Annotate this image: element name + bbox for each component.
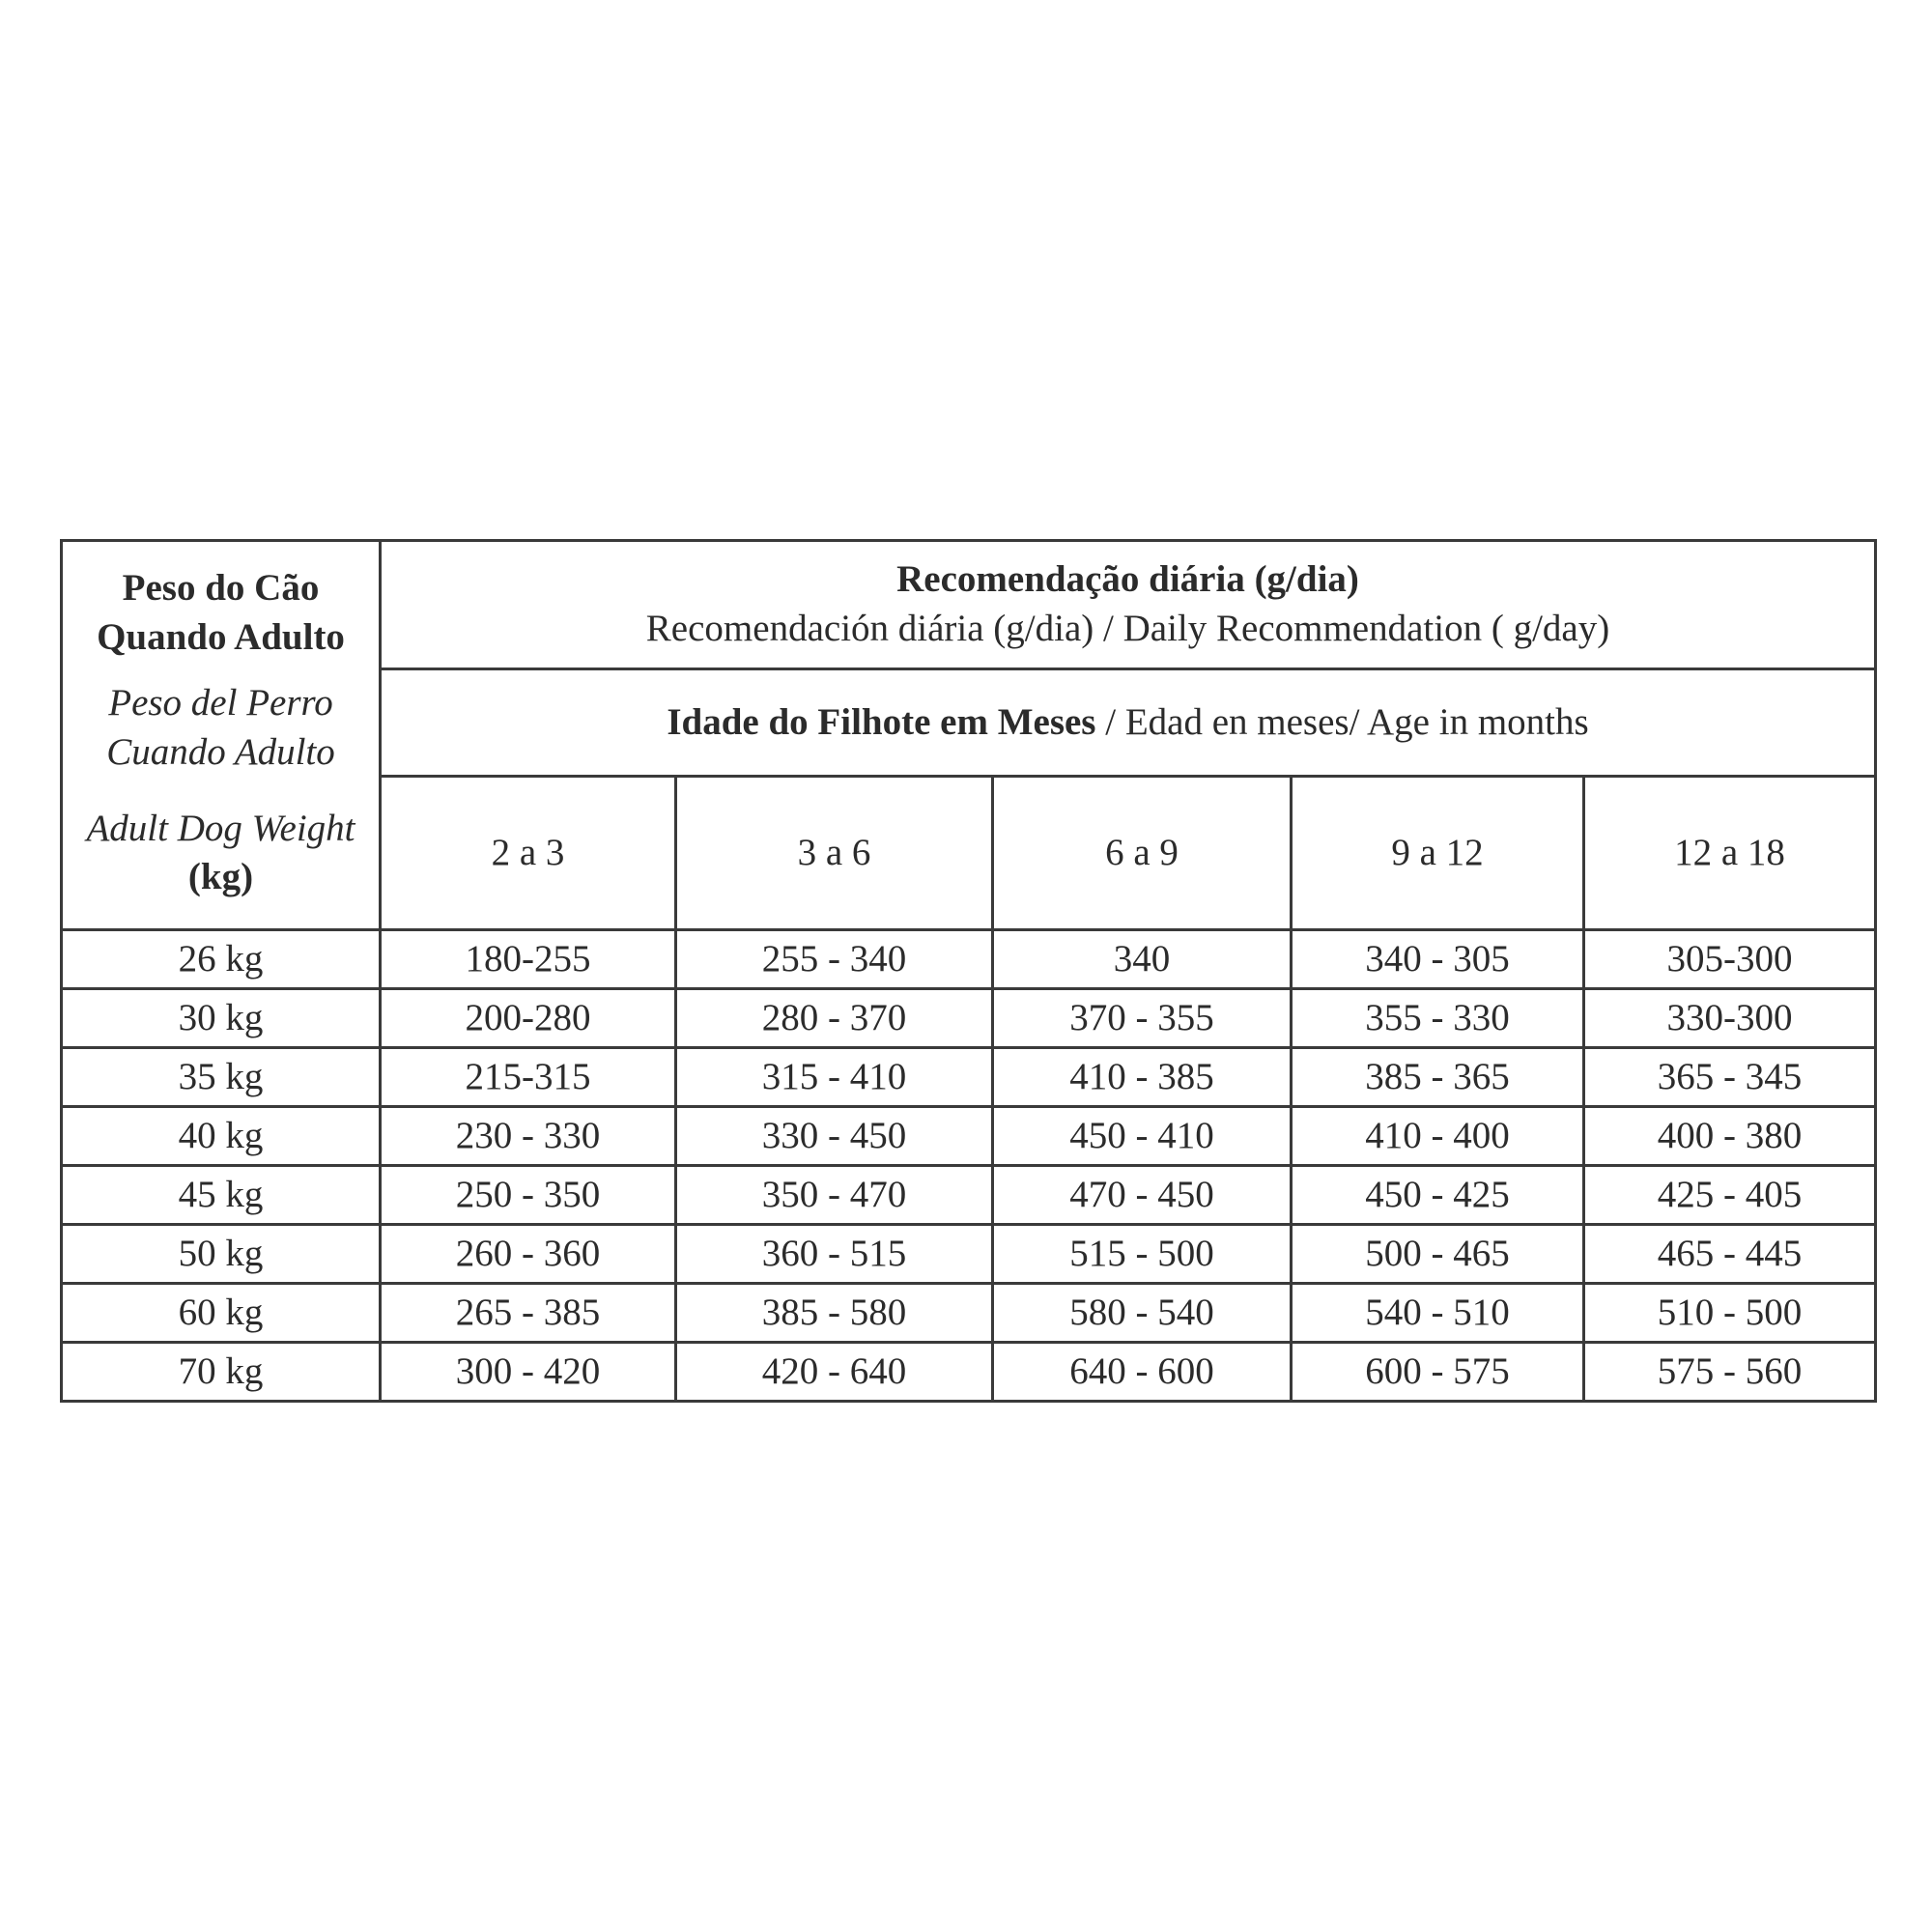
age-column-header: 6 a 9 <box>993 777 1292 930</box>
table-row <box>62 1166 1876 1225</box>
weight-header-en: Adult Dog Weight <box>86 807 355 849</box>
weight-header-cell <box>62 541 381 930</box>
age-column-header: 12 a 18 <box>1584 777 1876 930</box>
table-row <box>62 930 1876 989</box>
table-cell: 200-280 <box>381 989 676 1048</box>
table-cell: 305-300 <box>1584 930 1876 989</box>
age-column-header: 3 a 6 <box>676 777 993 930</box>
table-cell: 385 - 580 <box>676 1284 993 1343</box>
table-cell: 355 - 330 <box>1292 989 1584 1048</box>
table-cell: 360 - 515 <box>676 1225 993 1284</box>
table-row <box>62 1225 1876 1284</box>
table-cell: 500 - 465 <box>1292 1225 1584 1284</box>
table-cell: 600 - 575 <box>1292 1343 1584 1402</box>
age-header-es-en: / Edad en meses/ Age in months <box>1095 700 1589 743</box>
table-row <box>62 1284 1876 1343</box>
table-cell: 450 - 425 <box>1292 1166 1584 1225</box>
table-row <box>62 1107 1876 1166</box>
feeding-table <box>60 539 1877 1403</box>
table-cell: 540 - 510 <box>1292 1284 1584 1343</box>
weight-header-unit: (kg) <box>187 856 254 898</box>
table-cell: 265 - 385 <box>381 1284 676 1343</box>
table-cell: 515 - 500 <box>993 1225 1292 1284</box>
table-cell: 215-315 <box>381 1048 676 1107</box>
table-cell: 330-300 <box>1584 989 1876 1048</box>
recommendation-header-cell <box>381 541 1876 669</box>
table-cell: 450 - 410 <box>993 1107 1292 1166</box>
age-column-header: 2 a 3 <box>381 777 676 930</box>
table-cell: 465 - 445 <box>1584 1225 1876 1284</box>
table-cell: 640 - 600 <box>993 1343 1292 1402</box>
weight-header-es-line2: Cuando Adulto <box>106 731 335 773</box>
recommendation-header-es-en: Recomendación diária (g/dia) / Daily Recommendation ( g/day) <box>645 608 1610 649</box>
weight-cell: 50 kg <box>62 1225 381 1284</box>
weight-cell: 26 kg <box>62 930 381 989</box>
weight-cell: 35 kg <box>62 1048 381 1107</box>
table-cell: 410 - 385 <box>993 1048 1292 1107</box>
table-cell: 425 - 405 <box>1584 1166 1876 1225</box>
table-cell: 410 - 400 <box>1292 1107 1584 1166</box>
table-row <box>62 1048 1876 1107</box>
table-row <box>62 1343 1876 1402</box>
age-column-header: 9 a 12 <box>1292 777 1584 930</box>
table-cell: 575 - 560 <box>1584 1343 1876 1402</box>
weight-cell: 45 kg <box>62 1166 381 1225</box>
table-cell: 315 - 410 <box>676 1048 993 1107</box>
table-cell: 250 - 350 <box>381 1166 676 1225</box>
table-cell: 365 - 345 <box>1584 1048 1876 1107</box>
table-cell: 385 - 365 <box>1292 1048 1584 1107</box>
table-cell: 370 - 355 <box>993 989 1292 1048</box>
header-row-recommendation <box>62 541 1876 669</box>
table-cell: 280 - 370 <box>676 989 993 1048</box>
weight-header-es-line1: Peso del Perro <box>108 682 333 724</box>
weight-cell: 70 kg <box>62 1343 381 1402</box>
table-cell: 260 - 360 <box>381 1225 676 1284</box>
weight-header-pt-line2: Quando Adulto <box>97 615 345 658</box>
weight-cell: 40 kg <box>62 1107 381 1166</box>
table-cell: 350 - 470 <box>676 1166 993 1225</box>
table-cell: 510 - 500 <box>1584 1284 1876 1343</box>
age-header-pt: Idade do Filhote em Meses <box>667 700 1096 743</box>
age-header-cell <box>381 669 1876 777</box>
table-cell: 340 <box>993 930 1292 989</box>
table-cell: 330 - 450 <box>676 1107 993 1166</box>
weight-header-pt-line1: Peso do Cão <box>122 566 320 609</box>
table-cell: 470 - 450 <box>993 1166 1292 1225</box>
table-cell: 580 - 540 <box>993 1284 1292 1343</box>
table-cell: 400 - 380 <box>1584 1107 1876 1166</box>
table-cell: 340 - 305 <box>1292 930 1584 989</box>
table-row <box>62 989 1876 1048</box>
table-cell: 300 - 420 <box>381 1343 676 1402</box>
weight-cell: 60 kg <box>62 1284 381 1343</box>
table-cell: 420 - 640 <box>676 1343 993 1402</box>
weight-cell: 30 kg <box>62 989 381 1048</box>
table-cell: 255 - 340 <box>676 930 993 989</box>
recommendation-header-pt: Recomendação diária (g/dia) <box>896 558 1359 601</box>
table-cell: 230 - 330 <box>381 1107 676 1166</box>
table-cell: 180-255 <box>381 930 676 989</box>
